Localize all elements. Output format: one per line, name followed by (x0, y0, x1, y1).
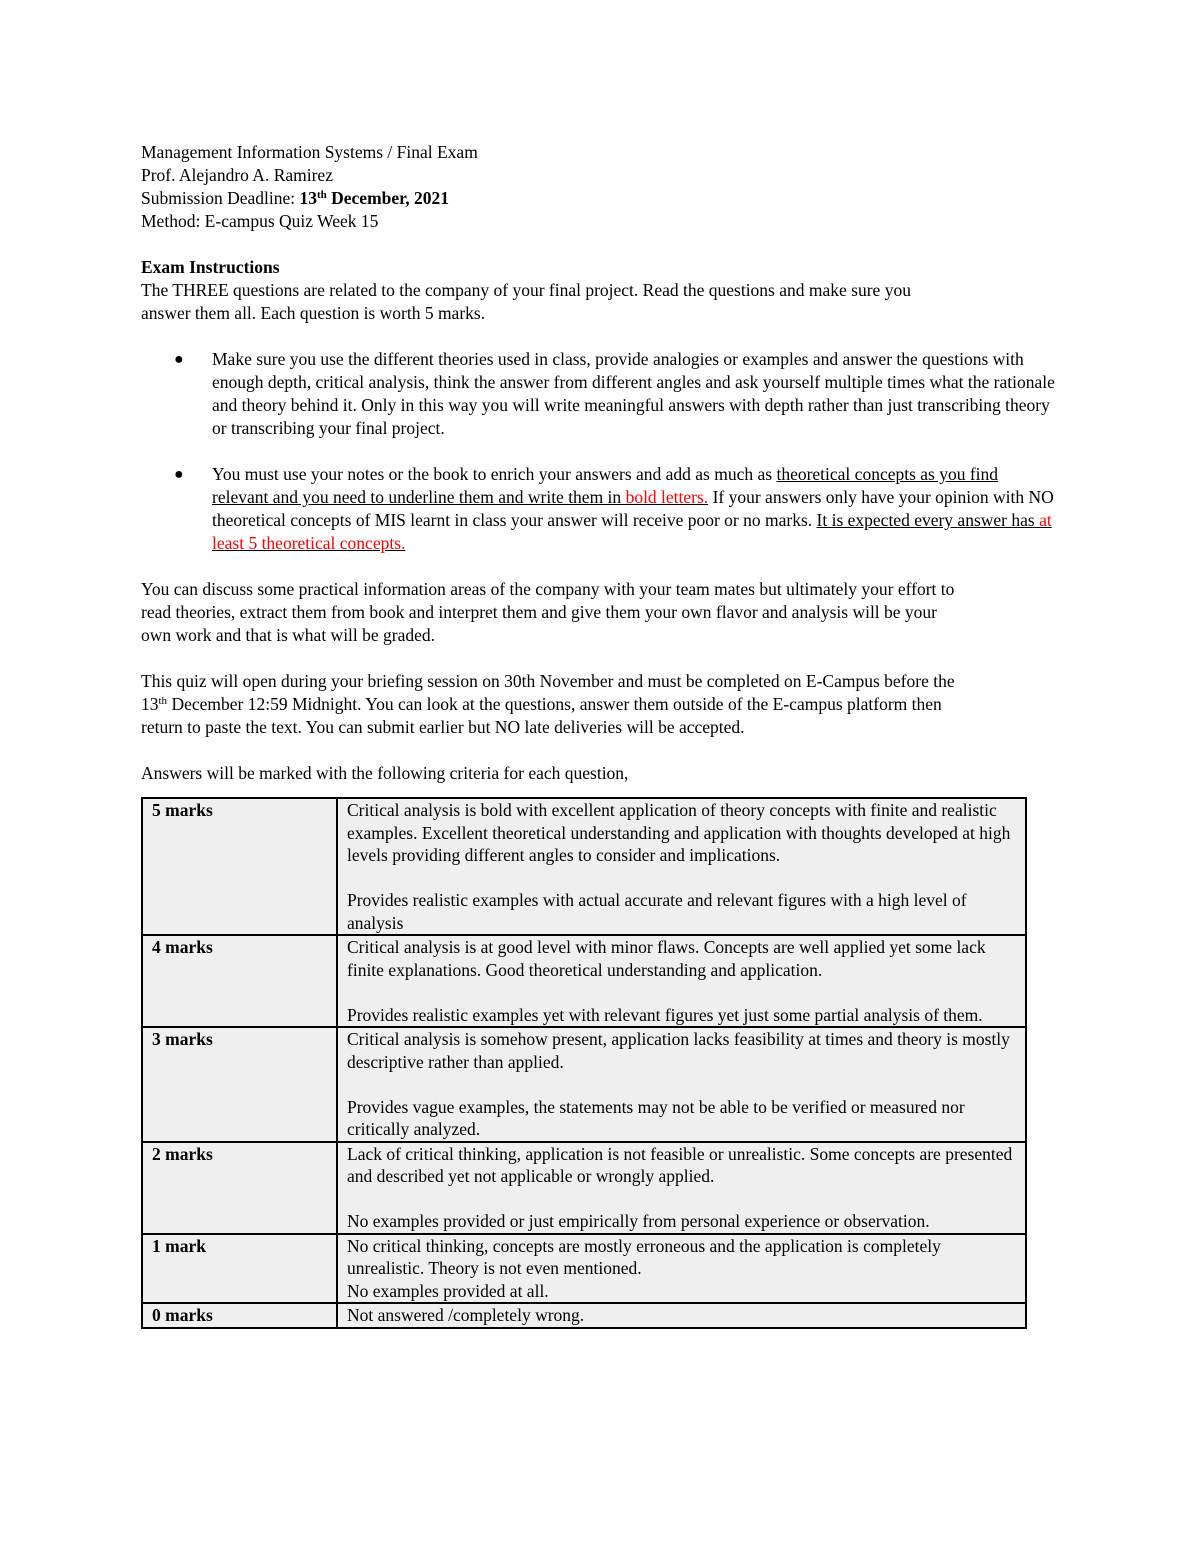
bold-letters-emphasis: bold letters. (625, 487, 709, 507)
rubric-description: Critical analysis is somehow present, application lacks feasibility at times and theory is mostly descriptive rather than applied. Provides vague examples, the statements may not be able to be verified or measured nor critically analyzed. (337, 1027, 1026, 1142)
rubric-description: No critical thinking, concepts are mostly erroneous and the application is completely unrealistic. Theory is not even mentioned. No examples provided at all. (337, 1234, 1026, 1304)
bullet-text-notes: You must use your notes or the book to enrich your answers and add as much as theoretical concepts as you find relevant and you need to underline them and write them in bold letters. If your answers only have your opinion with NO theoretical concepts of MIS learnt in class your answer will receive poor or no marks. It is expected every answer has at least 5 theoretical concepts. (212, 464, 1054, 553)
rubric-description: Critical analysis is bold with excellent application of theory concepts with finite and realistic examples. Excellent theoretical understanding and application with thoughts developed at high levels providing different angles to consider and implications. Provides realistic examples with actual accurate and relevant figures with a high level of analysis (337, 798, 1026, 935)
rubric-row (142, 798, 1026, 935)
rubric-mark: 0 marks (142, 1303, 337, 1328)
rubric-mark: 4 marks (142, 935, 337, 1027)
course-title: Management Information Systems / Final Exam (141, 142, 478, 162)
rubric-row (142, 1234, 1026, 1304)
rubric-row (142, 1303, 1026, 1328)
rubric-mark: 5 marks (142, 798, 337, 935)
rubric-mark: 3 marks (142, 1027, 337, 1142)
instructions-intro-line-2: answer them all. Each question is worth 5 marks. (141, 303, 486, 323)
rubric-row (142, 1027, 1026, 1142)
instructions-intro-line-1: The THREE questions are related to the company of your final project. Read the questions and make sure you (141, 280, 911, 300)
rubric-mark: 2 marks (142, 1142, 337, 1234)
document-header (141, 141, 1061, 233)
exam-document (141, 141, 1061, 1329)
team-paragraph: You can discuss some practical information areas of the company with your team mates but ultimately your effort to read theories, extract them from book and interpret them and give them your own flavor and analysis will be your own work and that is what will be graded. (141, 579, 955, 645)
deadline-label: Submission Deadline: (141, 188, 300, 208)
rubric-mark: 1 mark (142, 1234, 337, 1304)
bullet-icon: ● (174, 466, 184, 483)
professor-name: Prof. Alejandro A. Ramirez (141, 165, 333, 185)
deadline-date: 13th December, 2021 (299, 188, 450, 208)
marking-rubric-table (141, 797, 1027, 1329)
bullet-icon: ● (174, 351, 184, 368)
rubric-description: Not answered /completely wrong. (337, 1303, 1026, 1328)
bullet-text-theories: Make sure you use the different theories used in class, provide analogies or examples and answer the questions with enough depth, critical analysis, think the answer from different angles and ask yourself multiple times what the rationale and theory behind it. Only in this way you will write meaningful answers with depth rather than just transcribing theory or transcribing your final project. (212, 349, 1055, 438)
rubric-row (142, 935, 1026, 1027)
instructions-bullet-list (141, 348, 1061, 555)
bullet-item-theories (141, 348, 1058, 440)
submission-method: Method: E-campus Quiz Week 15 (141, 211, 379, 231)
underlined-requirement: theoretical concepts as you find relevant and you need to underline them and write them in bold letters. (212, 464, 999, 507)
rubric-description: Lack of critical thinking, application is not feasible or unrealistic. Some concepts are presented and described yet not applicable or wrongly applied. No examples provided or just empirically from personal experience or observation. (337, 1142, 1026, 1234)
criteria-intro: Answers will be marked with the following criteria for each question, (141, 763, 629, 783)
submission-deadline (141, 187, 1061, 210)
concept-count-emphasis: at least 5 theoretical concepts. (212, 510, 1052, 553)
quiz-timing-paragraph: This quiz will open during your briefing session on 30th November and must be completed on E-Campus before the 13th December 12:59 Midnight. You can look at the questions, answer them outside of the E-campus platform then return to paste the text. You can submit earlier but NO late deliveries will be accepted. (141, 671, 955, 737)
underlined-expectation: It is expected every answer has at least 5 theoretical concepts. (212, 510, 1052, 553)
instructions-heading: Exam Instructions (141, 257, 280, 277)
rubric-description: Critical analysis is at good level with minor flaws. Concepts are well applied yet some lack finite explanations. Good theoretical understanding and application. Provides realistic examples yet with relevant figures yet just some partial analysis of them. (337, 935, 1026, 1027)
rubric-row (142, 1142, 1026, 1234)
bullet-item-notes (141, 463, 1058, 555)
